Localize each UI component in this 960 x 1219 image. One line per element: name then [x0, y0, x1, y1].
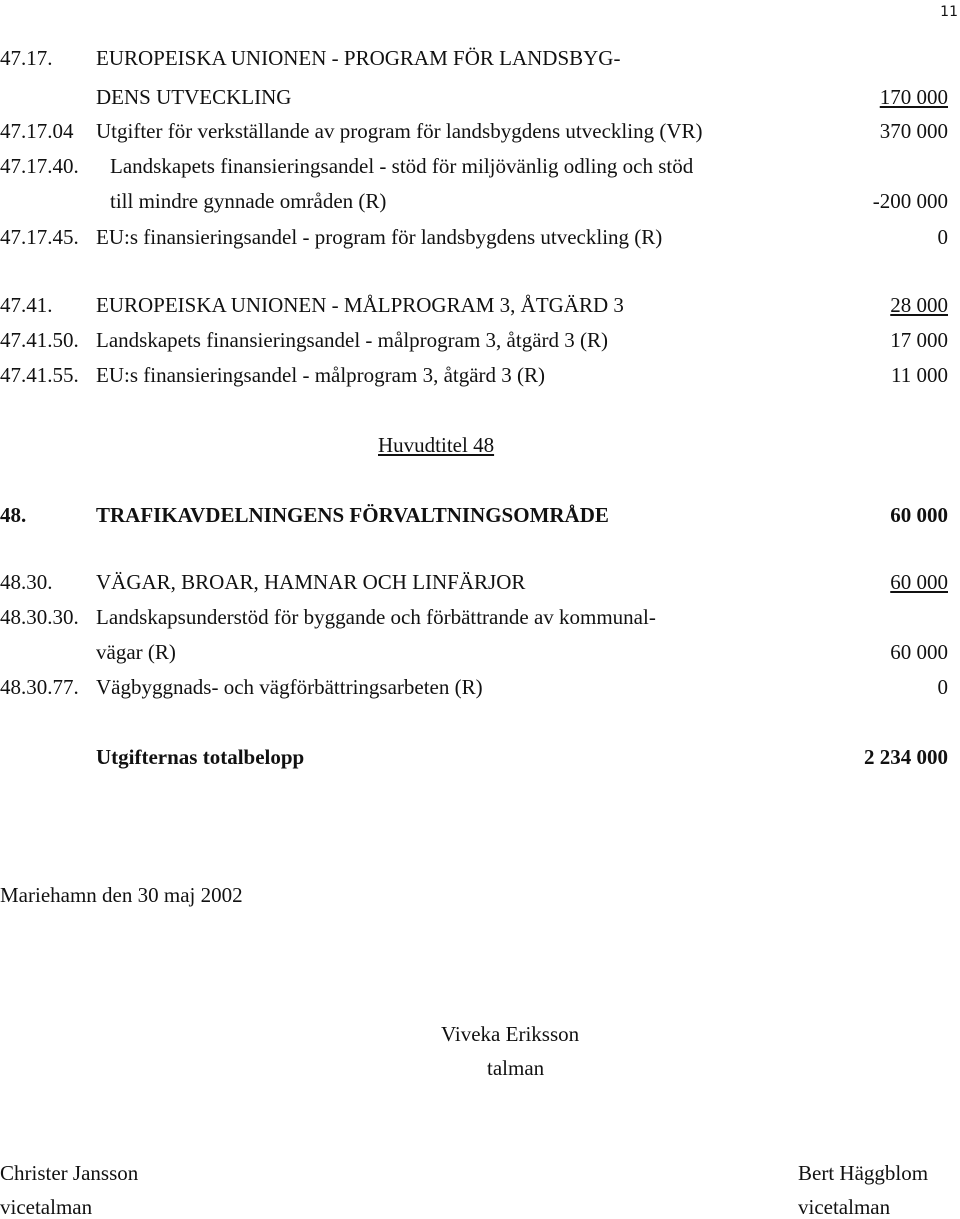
vice-speaker-1-role: vicetalman — [0, 1195, 93, 1219]
item-code: 47.41.50. — [0, 328, 79, 352]
section-title: TRAFIKAVDELNINGENS FÖRVALTNINGSOMRÅDE — [96, 503, 609, 527]
item-text: Landskapets finansieringsandel - stöd för miljövänlig odling och stöd — [110, 154, 694, 178]
item-code: 48.30.77. — [0, 675, 79, 699]
section-title: EUROPEISKA UNIONEN - PROGRAM FÖR LANDSBYG- — [96, 46, 621, 70]
item-text: EU:s finansieringsandel - målprogram 3, åtgärd 3 (R) — [96, 363, 546, 387]
item-text: Landskapsunderstöd för byggande och förbättrande av kommunal- — [96, 605, 656, 629]
item-amount: 0 — [937, 225, 948, 249]
item-text-cont: till mindre gynnade områden (R) — [110, 189, 387, 213]
item-code: 47.17.04 — [0, 119, 74, 143]
item-code: 47.17.40. — [0, 154, 79, 178]
item-amount: 17 000 — [890, 328, 948, 352]
section-amount: 60 000 — [890, 503, 948, 527]
item-amount: 11 000 — [891, 363, 948, 387]
item-text-cont: vägar (R) — [96, 640, 176, 664]
item-amount: 0 — [937, 675, 948, 699]
section-code: 47.17. — [0, 46, 53, 70]
item-amount: -200 000 — [872, 189, 948, 213]
total-label: Utgifternas totalbelopp — [96, 745, 305, 769]
item-text: EU:s finansieringsandel - program för landsbygdens utveckling (R) — [96, 225, 663, 249]
section-code: 48.30. — [0, 570, 53, 594]
item-amount: 60 000 — [890, 640, 948, 664]
section-title: EUROPEISKA UNIONEN - MÅLPROGRAM 3, ÅTGÄRD 3 — [96, 293, 624, 317]
item-code: 48.30.30. — [0, 605, 79, 629]
item-code: 47.41.55. — [0, 363, 79, 387]
section-amount: 60 000 — [890, 570, 948, 594]
place-date: Mariehamn den 30 maj 2002 — [0, 883, 243, 907]
item-code: 47.17.45. — [0, 225, 79, 249]
page-number: 11 — [940, 4, 958, 20]
item-amount: 370 000 — [879, 119, 948, 143]
vice-speaker-2-role: vicetalman — [798, 1195, 891, 1219]
section-amount: 28 000 — [890, 293, 948, 317]
section-title-cont: DENS UTVECKLING — [96, 85, 292, 109]
section-amount: 170 000 — [879, 85, 948, 109]
item-text: Utgifter för verkställande av program för landsbygdens utveckling (VR) — [96, 119, 703, 143]
vice-speaker-1-name: Christer Jansson — [0, 1161, 139, 1185]
item-text: Vägbyggnads- och vägförbättringsarbeten (R) — [96, 675, 483, 699]
speaker-name: Viveka Eriksson — [441, 1022, 580, 1046]
vice-speaker-2-name: Bert Häggblom — [798, 1161, 929, 1185]
item-text: Landskapets finansieringsandel - målprogram 3, åtgärd 3 (R) — [96, 328, 609, 352]
total-amount: 2 234 000 — [864, 745, 948, 769]
speaker-role: talman — [487, 1056, 545, 1080]
section-code: 48. — [0, 503, 27, 527]
section-title: VÄGAR, BROAR, HAMNAR OCH LINFÄRJOR — [96, 570, 526, 594]
section-code: 47.41. — [0, 293, 53, 317]
main-title-heading: Huvudtitel 48 — [378, 433, 495, 457]
